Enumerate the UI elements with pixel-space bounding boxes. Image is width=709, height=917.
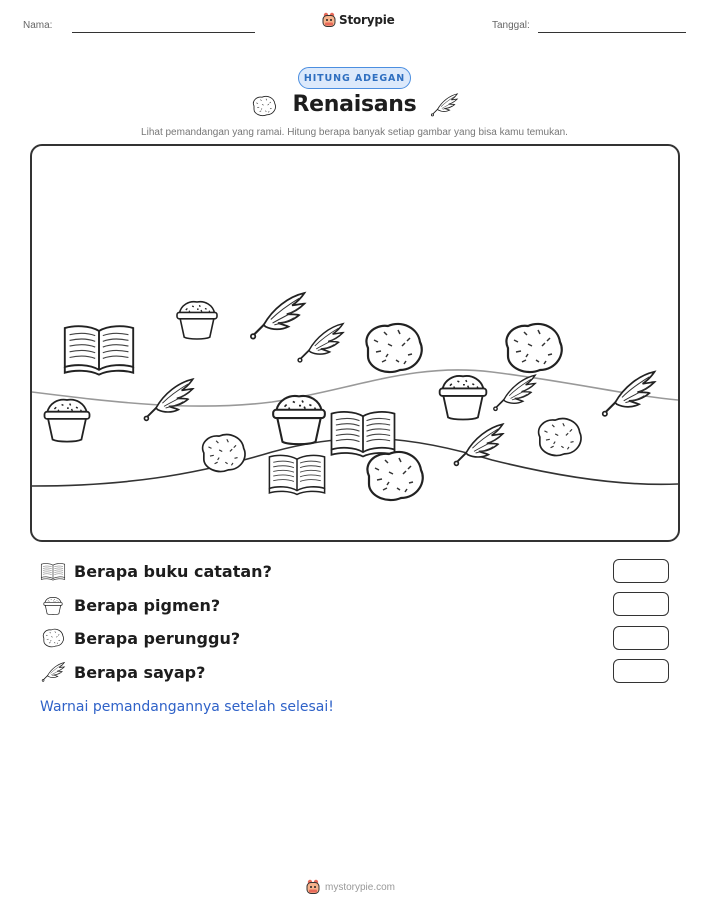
scene-wing xyxy=(603,372,655,416)
date-line[interactable] xyxy=(538,32,686,33)
activity-tag: HITUNG ADEGAN xyxy=(298,67,411,89)
scene-pigment xyxy=(440,376,487,420)
question-text: Berapa perunggu? xyxy=(74,628,241,648)
scene-notebook xyxy=(65,326,133,374)
scene-bronze xyxy=(539,419,581,456)
answer-box-pigment[interactable] xyxy=(613,592,669,616)
scene-wing xyxy=(144,379,192,420)
bronze-icon xyxy=(40,627,66,649)
coloring-note: Warnai pemandangannya setelah selesai! xyxy=(40,699,334,715)
scene-wing xyxy=(454,424,502,465)
pigment-icon xyxy=(40,594,66,616)
scene-wing xyxy=(298,324,343,362)
question-bronze xyxy=(40,627,240,649)
name-line[interactable] xyxy=(72,32,255,33)
scene-pigment xyxy=(273,396,325,444)
brand-name: Storypie xyxy=(339,13,395,27)
scene-notebook xyxy=(332,412,395,457)
question-text: Berapa pigmen? xyxy=(74,595,221,615)
question-text: Berapa sayap? xyxy=(74,662,206,682)
book-icon xyxy=(40,561,66,581)
answer-box-bronze[interactable] xyxy=(613,626,669,650)
scene-illustration xyxy=(32,146,678,540)
scene-wing xyxy=(494,375,535,410)
answer-box-notebook[interactable] xyxy=(613,559,669,583)
footer-url: mystorypie.com xyxy=(325,881,396,893)
wing-icon xyxy=(429,91,459,119)
wing-icon xyxy=(40,661,66,683)
storypie-logo xyxy=(322,12,395,28)
scene-bronze xyxy=(506,324,561,372)
page-title: Renaisans xyxy=(292,92,417,117)
date-label: Tanggal: xyxy=(492,20,530,31)
scene-bronze xyxy=(367,452,422,500)
answer-box-wing[interactable] xyxy=(613,659,669,683)
scene-pigment xyxy=(45,400,90,442)
question-pigment xyxy=(40,594,220,616)
instructions: Lihat pemandangan yang ramai. Hitung berapa banyak setiap gambar yang bisa kamu temukan. xyxy=(141,127,568,138)
storypie-mascot-icon xyxy=(322,12,336,28)
scene-bronze xyxy=(366,324,421,372)
scene-wing xyxy=(251,293,305,339)
scene-bronze xyxy=(203,435,245,472)
scene-notebook xyxy=(269,455,324,494)
question-text: Berapa buku catatan? xyxy=(74,561,272,581)
counting-scene xyxy=(30,144,680,542)
scene-pigment xyxy=(177,302,217,339)
footer xyxy=(306,879,395,895)
storypie-mascot-icon xyxy=(306,879,320,895)
question-wing xyxy=(40,661,205,683)
name-label: Nama: xyxy=(23,20,53,31)
question-notebook xyxy=(40,561,272,581)
